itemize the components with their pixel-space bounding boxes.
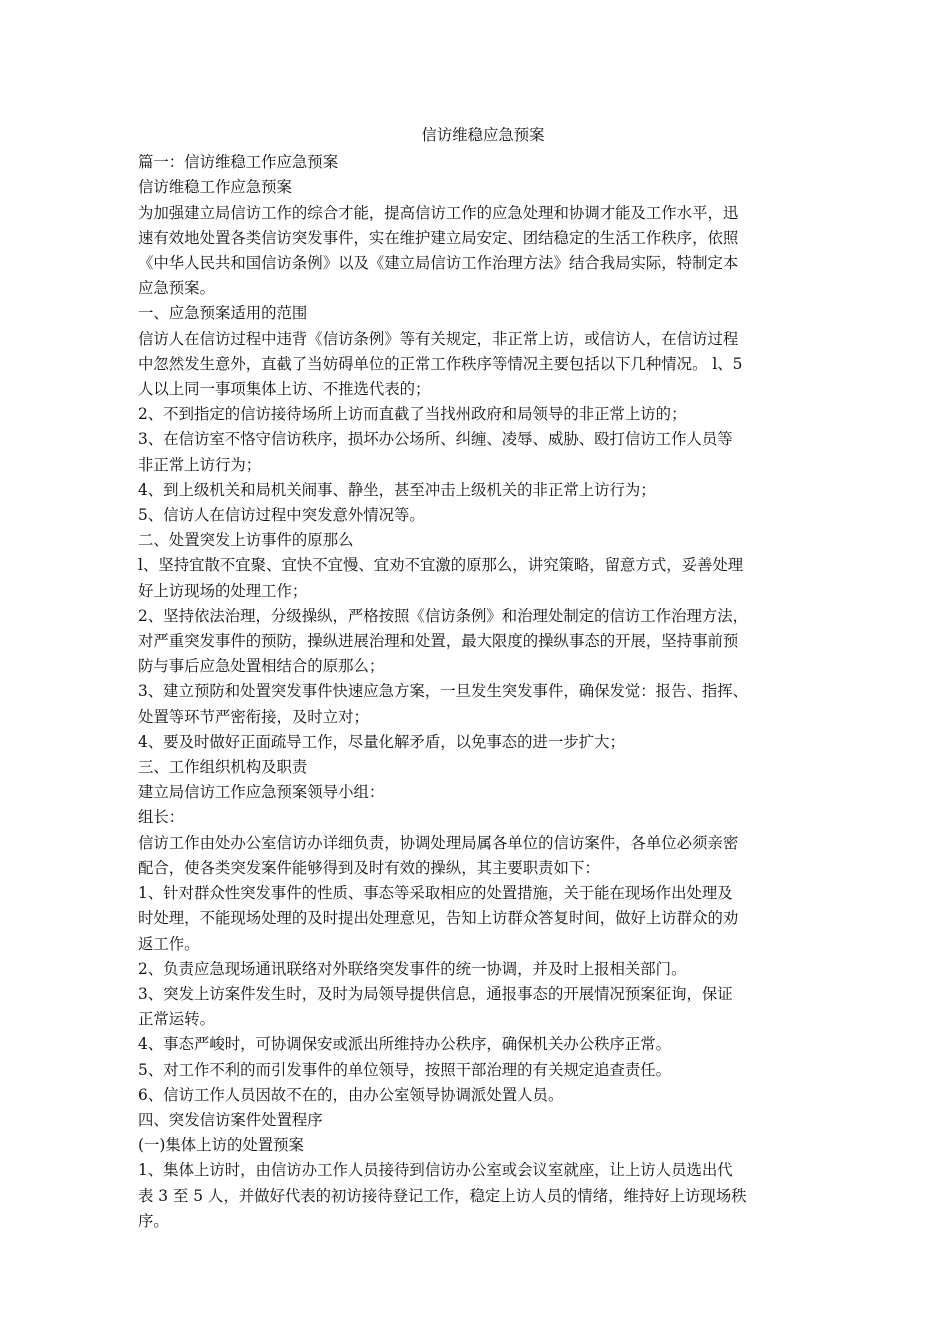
paragraph-line: 应急预案。 [138, 279, 215, 298]
paragraph [138, 201, 828, 302]
paragraph [138, 755, 828, 780]
paragraph [138, 1083, 828, 1108]
paragraph [138, 1133, 828, 1158]
paragraph-line: 正常运转。 [138, 1010, 215, 1029]
paragraph-line: 二、处置突发上访事件的原那么 [138, 531, 354, 550]
paragraph-line: 四、突发信访案件处置程序 [138, 1110, 323, 1129]
paragraph [138, 831, 828, 881]
paragraph [138, 780, 828, 805]
paragraph-line: 处置等环节严密衔接，及时立对； [138, 707, 369, 726]
paragraph [138, 301, 828, 326]
paragraph-line: 建立局信访工作应急预案领导小组： [138, 783, 385, 802]
paragraph-line: 《中华人民共和国信访条例》以及《建立局信访工作治理方法》结合我局实际，特制定本 [138, 254, 739, 273]
paragraph-line: 2、坚持依法治理，分级操纵，严格按照《信访条例》和治理处制定的信访工作治理方法， [138, 606, 749, 625]
paragraph-line: l、坚持宜散不宜聚、宜快不宜慢、宜劝不宜激的原那么，讲究策略，留意方式，妥善处理 [138, 556, 744, 575]
paragraph-line: 组长： [138, 808, 185, 827]
paragraph [138, 957, 828, 982]
paragraph [138, 427, 828, 477]
paragraph-line: 5、对工作不利的而引发事件的单位领导，按照干部治理的有关规定追查责任。 [138, 1060, 672, 1079]
paragraph-line: 信访工作由处办公室信访办详细负责，协调处理局属各单位的信访案件，各单位必须亲密 [138, 833, 739, 852]
paragraph-line: 信访维稳工作应急预案 [138, 178, 292, 197]
paragraph [138, 150, 828, 175]
paragraph-line: 中忽然发生意外，直截了当妨碍单位的正常工作秩序等情况主要包括以下几种情况。 l、5 [138, 354, 743, 373]
paragraph [138, 1158, 828, 1234]
paragraph-line: 时处理，不能现场处理的及时提出处理意见，告知上访群众答复时间，做好上访群众的劝 [138, 909, 739, 928]
paragraph [138, 881, 828, 957]
paragraph [138, 1108, 828, 1133]
paragraph [138, 982, 828, 1032]
paragraph-line: 5、信访人在信访过程中突发意外情况等。 [138, 506, 425, 525]
paragraph-line: 2、不到指定的信访接待场所上访而直截了当找州政府和局领导的非正常上访的； [138, 405, 687, 424]
paragraph-line: 返工作。 [138, 934, 200, 953]
paragraph-line: 4、事态严峻时，可协调保安或派出所维持办公秩序，确保机关办公秩序正常。 [138, 1035, 672, 1054]
paragraph-line: 对严重突发事件的预防，操纵进展治理和处置，最大限度的操纵事态的开展，坚持事前预 [138, 632, 739, 651]
paragraph-line: 4、要及时做好正面疏导工作，尽量化解矛盾，以免事态的进一步扩大； [138, 732, 625, 751]
paragraph [138, 805, 828, 830]
paragraph [138, 478, 828, 503]
paragraph [138, 553, 828, 603]
paragraph-line: 3、在信访室不恪守信访秩序，损坏办公场所、纠缠、凌辱、威胁、殴打信访工作人员等 [138, 430, 733, 449]
paragraph-line: 为加强建立局信访工作的综合才能，提高信访工作的应急处理和协调才能及工作水平，迅 [138, 203, 739, 222]
paragraph-list [138, 150, 828, 1234]
paragraph-line: (一)集体上访的处置预案 [138, 1136, 304, 1155]
paragraph [138, 528, 828, 553]
paragraph-line: 一、应急预案适用的范围 [138, 304, 308, 323]
paragraph-line: 6、信访工作人员因故不在的，由办公室领导协调派处置人员。 [138, 1085, 564, 1104]
paragraph-line: 篇一：信访维稳工作应急预案 [138, 153, 339, 172]
paragraph-line: 表 3 至 5 人，并做好代表的初访接待登记工作，稳定上访人员的情绪，维持好上访现场秩 [138, 1186, 747, 1205]
paragraph-line: 好上访现场的处理工作； [138, 581, 308, 600]
paragraph-line: 人以上同一事项集体上访、不推选代表的； [138, 380, 431, 399]
paragraph-line: 2、负责应急现场通讯联络对外联络突发事件的统一协调，并及时上报相关部门。 [138, 959, 687, 978]
paragraph [138, 402, 828, 427]
paragraph [138, 1058, 828, 1083]
paragraph-line: 速有效地处置各类信访突发事件，实在维护建立局安定、团结稳定的生活工作秩序，依照 [138, 228, 739, 247]
paragraph-line: 序。 [138, 1211, 169, 1230]
paragraph-line: 1、集体上访时，由信访办工作人员接待到信访办公室或会议室就座，让上访人员选出代 [138, 1161, 733, 1180]
paragraph-line: 非正常上访行为； [138, 455, 262, 474]
paragraph [138, 503, 828, 528]
paragraph-line: 防与事后应急处置相结合的原那么； [138, 657, 385, 676]
paragraph-line: 1、针对群众性突发事件的性质、事态等采取相应的处置措施，关于能在现场作出处理及 [138, 884, 733, 903]
paragraph-line: 配合，使各类突发案件能够得到及时有效的操纵，其主要职责如下： [138, 858, 600, 877]
paragraph [138, 604, 828, 680]
paragraph-line: 三、工作组织机构及职责 [138, 758, 308, 777]
paragraph-line: 3、建立预防和处置突发事件快速应急方案，一旦发生突发事件，确保发觉：报告、指挥、 [138, 682, 749, 701]
paragraph [138, 679, 828, 729]
paragraph-line: 4、到上级机关和局机关闹事、静坐，甚至冲击上级机关的非正常上访行为； [138, 480, 656, 499]
paragraph [138, 1032, 828, 1057]
paragraph [138, 175, 828, 200]
paragraph-line: 3、突发上访案件发生时，及时为局领导提供信息，通报事态的开展情况预案征询，保证 [138, 984, 733, 1003]
document-body [138, 123, 828, 1234]
paragraph-line: 信访人在信访过程中违背《信访条例》等有关规定，非正常上访，或信访人，在信访过程 [138, 329, 739, 348]
paragraph [138, 327, 828, 403]
paragraph [138, 730, 828, 755]
document-title: 信访维稳应急预案 [421, 126, 545, 144]
